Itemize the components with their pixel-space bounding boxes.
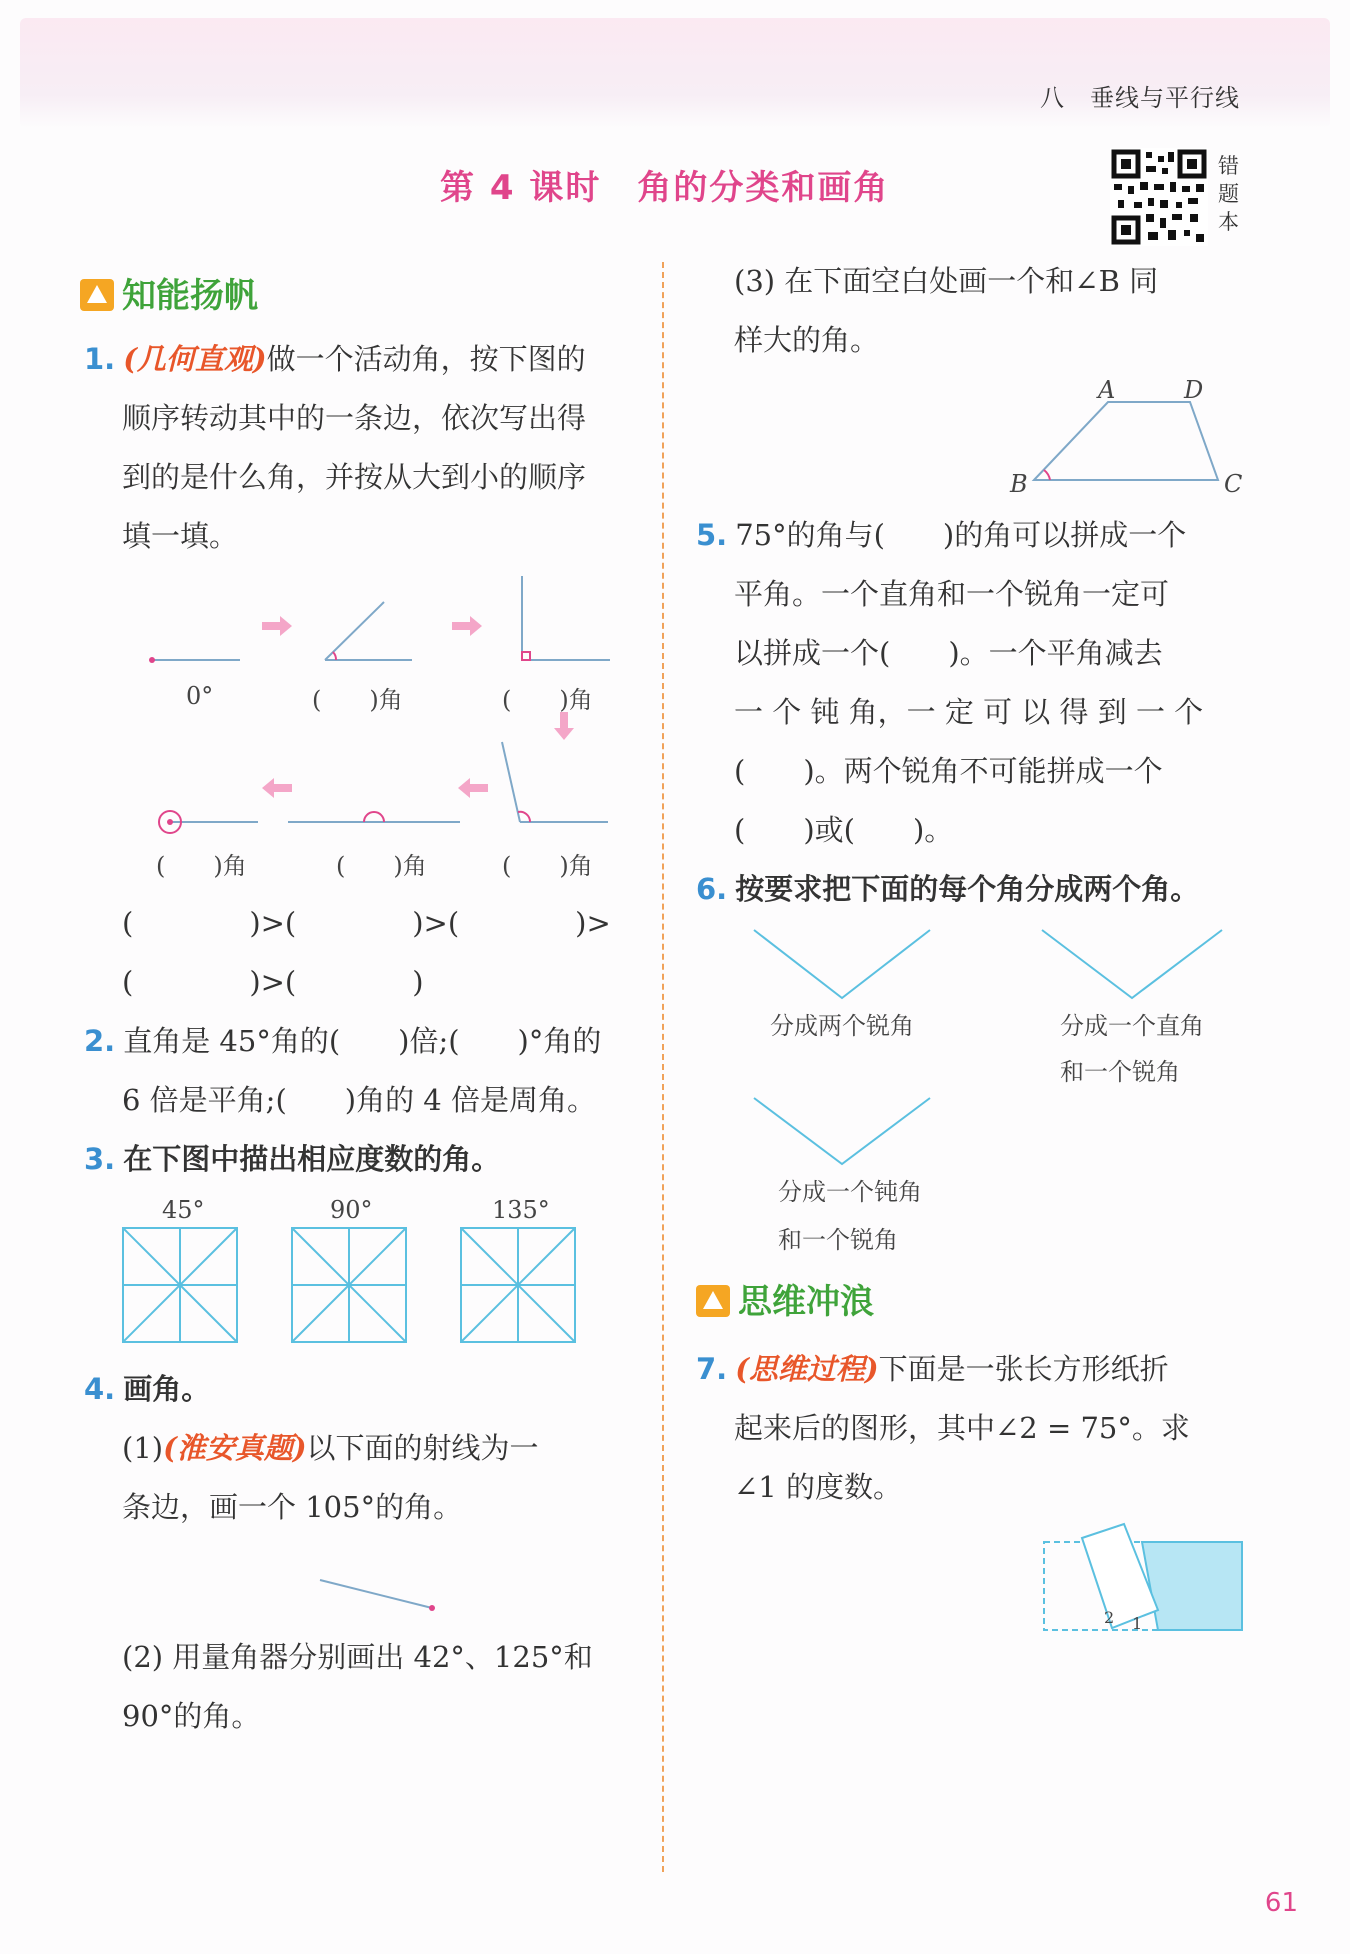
question-text: (2) 用量角器分别画出 42°、125°和 (122, 1640, 593, 1674)
section-title: 知能扬帆 (122, 276, 258, 316)
question-tag: (思维过程) (735, 1352, 879, 1386)
question-number: 5. (696, 518, 728, 552)
question-text[interactable]: 以拼成一个( )。一个平角减去 (734, 636, 1163, 670)
angle-blank-label: ( )角 (312, 686, 403, 714)
angle-zero-label: 0° (186, 682, 214, 710)
question-number: 1. (84, 342, 116, 376)
question-text: 顺序转动其中的一条边，依次写出得 (122, 401, 587, 435)
angle-1-label: 1 (1132, 1614, 1143, 1633)
grid-label-135: 135° (492, 1196, 550, 1224)
split-instruction: 分成一个直角 (1060, 1012, 1204, 1040)
grid-label-90: 90° (330, 1196, 373, 1224)
angle-blank-label: ( )角 (156, 852, 247, 880)
split-instruction: 分成两个锐角 (770, 1012, 914, 1040)
chapter-title: 八 垂线与平行线 (1040, 84, 1240, 112)
question-text: 填一填。 (122, 519, 239, 553)
point-b-label: B (1010, 470, 1028, 498)
part-number: (1) (122, 1431, 164, 1465)
question-text: 到的是什么角，并按从大到小的顺序 (122, 460, 587, 494)
angle-blank-label: ( )角 (336, 852, 427, 880)
question-text: 90°的角。 (122, 1699, 261, 1733)
question-tag: (几何直观) (123, 342, 267, 376)
question-text: 在下图中描出相应度数的角。 (123, 1142, 501, 1176)
split-instruction: 分成一个钝角 (778, 1178, 922, 1206)
question-text: 样大的角。 (734, 323, 880, 357)
order-line[interactable]: ( )>( ) (122, 965, 424, 999)
question-text: 做一个活动角，按下图的 (266, 342, 586, 376)
question-text[interactable]: 6 倍是平角;( )角的 4 倍是周角。 (122, 1083, 596, 1117)
question-text: 起来后的图形，其中∠2 = 75°。求 (734, 1411, 1190, 1445)
question-text: 条边，画一个 105°的角。 (122, 1490, 463, 1524)
angle-blank-label: ( )角 (502, 852, 593, 880)
angle-blank-label: ( )角 (502, 686, 593, 714)
question-text: 下面是一张长方形纸折 (878, 1352, 1169, 1386)
question-number: 4. (84, 1372, 116, 1406)
qr-label: 错题本 (1218, 154, 1239, 234)
question-number: 3. (84, 1142, 116, 1176)
point-a-label: A (1098, 376, 1116, 404)
lesson-title: 第 4 课时 角的分类和画角 (440, 168, 890, 208)
question-text[interactable]: 75°的角与( )的角可以拼成一个 (735, 518, 1187, 552)
question-tag: (淮安真题) (163, 1431, 307, 1465)
question-text[interactable]: ( )。两个锐角不可能拼成一个 (734, 754, 1163, 788)
question-text: 以下面的射线为一 (306, 1431, 539, 1465)
question-text[interactable]: ( )或( )。 (734, 813, 954, 847)
question-text[interactable]: 直角是 45°角的( )倍;( )°角的 (123, 1024, 602, 1058)
point-c-label: C (1224, 470, 1243, 498)
order-line[interactable]: ( )>( )>( )> (122, 906, 611, 940)
grid-label-45: 45° (162, 1196, 205, 1224)
page-number: 61 (1264, 1888, 1298, 1918)
section-title: 思维冲浪 (738, 1282, 874, 1322)
point-d-label: D (1184, 376, 1204, 404)
split-instruction: 和一个锐角 (1060, 1058, 1180, 1086)
angle-2-label: 2 (1104, 1608, 1115, 1627)
question-number: 7. (696, 1352, 728, 1386)
question-text: ∠1 的度数。 (734, 1470, 902, 1504)
question-number: 6. (696, 872, 728, 906)
question-text: 画角。 (123, 1372, 211, 1406)
question-text: (3) 在下面空白处画一个和∠B 同 (734, 264, 1159, 298)
question-text: 平角。一个直角和一个锐角一定可 (734, 577, 1170, 611)
split-instruction: 和一个锐角 (778, 1226, 898, 1254)
question-text: 一 个 钝 角，一 定 可 以 得 到 一 个 (734, 695, 1204, 729)
question-number: 2. (84, 1024, 116, 1058)
question-text: 按要求把下面的每个角分成两个角。 (735, 872, 1200, 906)
